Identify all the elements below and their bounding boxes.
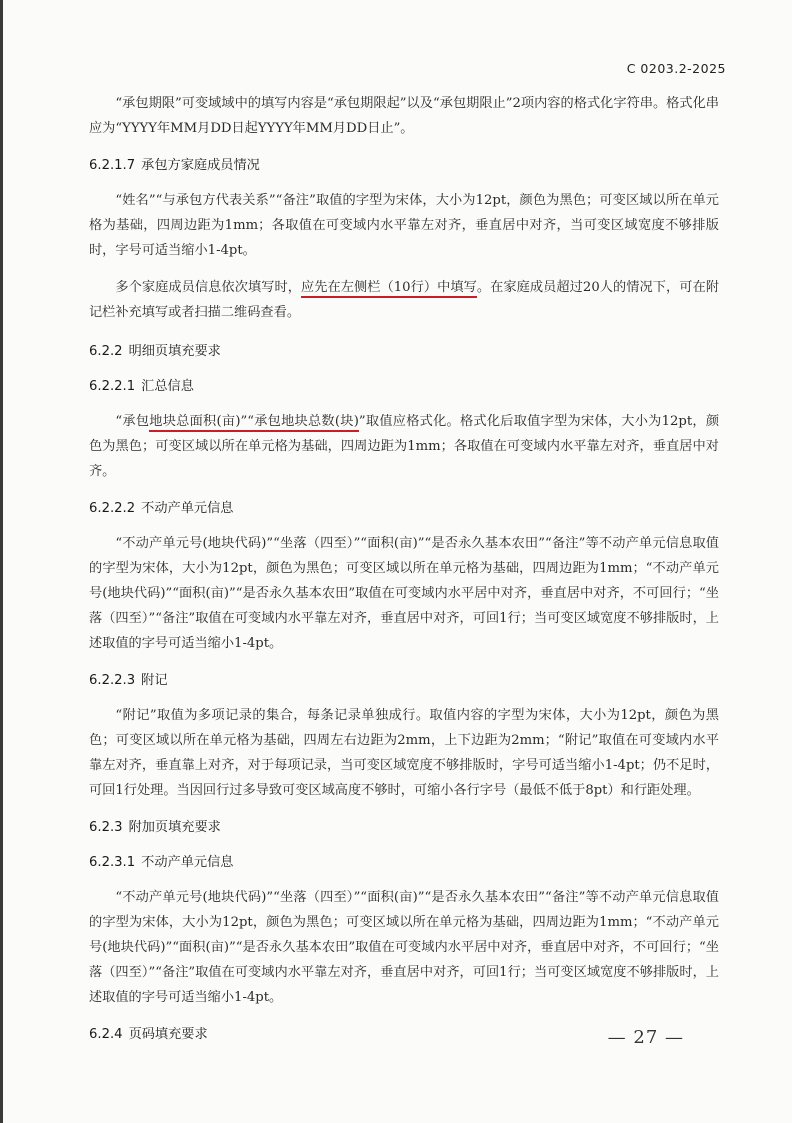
text-span: 多个家庭成员信息依次填写时， — [115, 280, 301, 295]
text-span: ”取值应格式化。格式化后取值字型为宋体，大小为12pt，颜色为黑色；可变区域以所在单元格为基础，四周边距为1mm；各取值在可变域内水平靠左对齐，垂直居中对齐。 — [89, 414, 720, 479]
paragraph-contract-period: “承包期限”可变域域中的填写内容是“承包期限起”以及“承包期限止”2项内容的格式化字符串。格式化串应为“YYYY年MM月DD日起YYYY年MM月DD日止”。 — [89, 96, 719, 136]
heading-number: 6.2.2.2 — [89, 501, 136, 516]
paragraph-family-members: “姓名”“与承包方代表关系”“备注”取值的字型为宋体，大小为12pt，颜色为黑色；可变区域以所在单元格为基础，四周边距为1mm；各取值在可变域内水平靠左对齐，垂直居中对齐，当可变区域宽度不够排版时，字号可适当缩小1-4pt。 — [89, 193, 719, 258]
text-span: 。在家庭成员超过20人的情况下，可 — [476, 280, 693, 295]
paragraph-notes: “附记”取值为多项记录的集合，每条记录单独成行。取值内容的字型为宋体，大小为12pt，颜色为黑色；可变区域以所在单元格为基础，四周左右边距为2mm，上下边距为2mm；“附记”取值在可变域内水平靠左对齐，垂直靠上对齐，对于每项记录，当可变区域宽度不够排版时，字号可适当缩小1-4pt；仍不足时，可回1行处理。当因回行过多导致可变区域高度不够时，可缩小各行字号（最低不低于8pt）和行距处理。 — [89, 708, 719, 798]
heading-6-2-2-3 — [89, 668, 719, 693]
heading-title: 不动产单元信息 — [141, 501, 234, 516]
heading-number: 6.2.2.3 — [89, 673, 136, 688]
heading-title: 页码填充要求 — [128, 1027, 208, 1042]
heading-number: 6.2.3.1 — [89, 855, 136, 870]
heading-number: 6.2.4 — [89, 1027, 123, 1042]
paragraph-summary-info — [89, 409, 719, 484]
paragraph-property-unit-extra: “不动产单元号(地块代码)”“坐落（四至）”“面积(亩)”“是否永久基本农田”“备注”等不动产单元信息取值的字型为宋体，大小为12pt，颜色为黑色；可变区域以所在单元格为基础，四周边距为1mm；“不动产单元号(地块代码)”“面积(亩)”“是否永久基本农田”取值在可变域内水平居中对齐，垂直居中对齐，不可回行；“坐落（四至）”“备注”取值在可变域内水平靠左对齐，垂直居中对齐，可回1行；当可变区域宽度不够排版时，上述取值的字号可适当缩小1-4pt。 — [89, 890, 719, 1005]
heading-number: 6.2.3 — [89, 820, 123, 835]
red-underline-3: 地块总面积(亩)”“承包地块总数(块) — [149, 414, 359, 429]
red-underline-2: 在附记栏补充填写或者扫描二维码查看 — [89, 280, 720, 320]
paragraph-multiple-members — [89, 275, 719, 325]
standard-number: C 0203.2-2025 — [626, 61, 726, 76]
document-body — [89, 91, 719, 1057]
red-underline-1: 应先在左侧栏（10行）中填写 — [300, 280, 477, 295]
heading-6-2-2-1 — [89, 374, 719, 399]
heading-6-2-2-2 — [89, 496, 719, 521]
heading-title: 附记 — [141, 673, 168, 688]
heading-title: 附加页填充要求 — [128, 820, 221, 835]
heading-6-2-3-1 — [89, 850, 719, 875]
heading-title: 不动产单元信息 — [141, 855, 234, 870]
heading-6-2-2 — [89, 339, 719, 364]
heading-title: 明细页填充要求 — [128, 344, 221, 359]
heading-6-2-1-7 — [89, 153, 719, 178]
text-span: 。 — [286, 305, 300, 320]
heading-6-2-3 — [89, 815, 719, 840]
heading-number: 6.2.2.1 — [89, 379, 136, 394]
paragraph-property-unit-detail: “不动产单元号(地块代码)”“坐落（四至）”“面积(亩)”“是否永久基本农田”“备注”等不动产单元信息取值的字型为宋体，大小为12pt，颜色为黑色；可变区域以所在单元格为基础，四周边距为1mm；“不动产单元号(地块代码)”“面积(亩)”“是否永久基本农田”取值在可变域内水平居中对齐，垂直居中对齐，不可回行；“坐落（四至）”“备注”取值在可变域内水平靠左对齐，垂直居中对齐，可回1行；当可变区域宽度不够排版时，上述取值的字号可适当缩小1-4pt。 — [89, 536, 719, 651]
text-span: “承包 — [115, 414, 150, 429]
heading-title: 汇总信息 — [141, 379, 194, 394]
heading-number: 6.2.1.7 — [89, 158, 136, 173]
heading-number: 6.2.2 — [89, 344, 123, 359]
heading-title: 承包方家庭成员情况 — [141, 158, 260, 173]
scan-edge — [0, 0, 3, 1123]
page-number: — 27 — — [607, 1027, 684, 1048]
